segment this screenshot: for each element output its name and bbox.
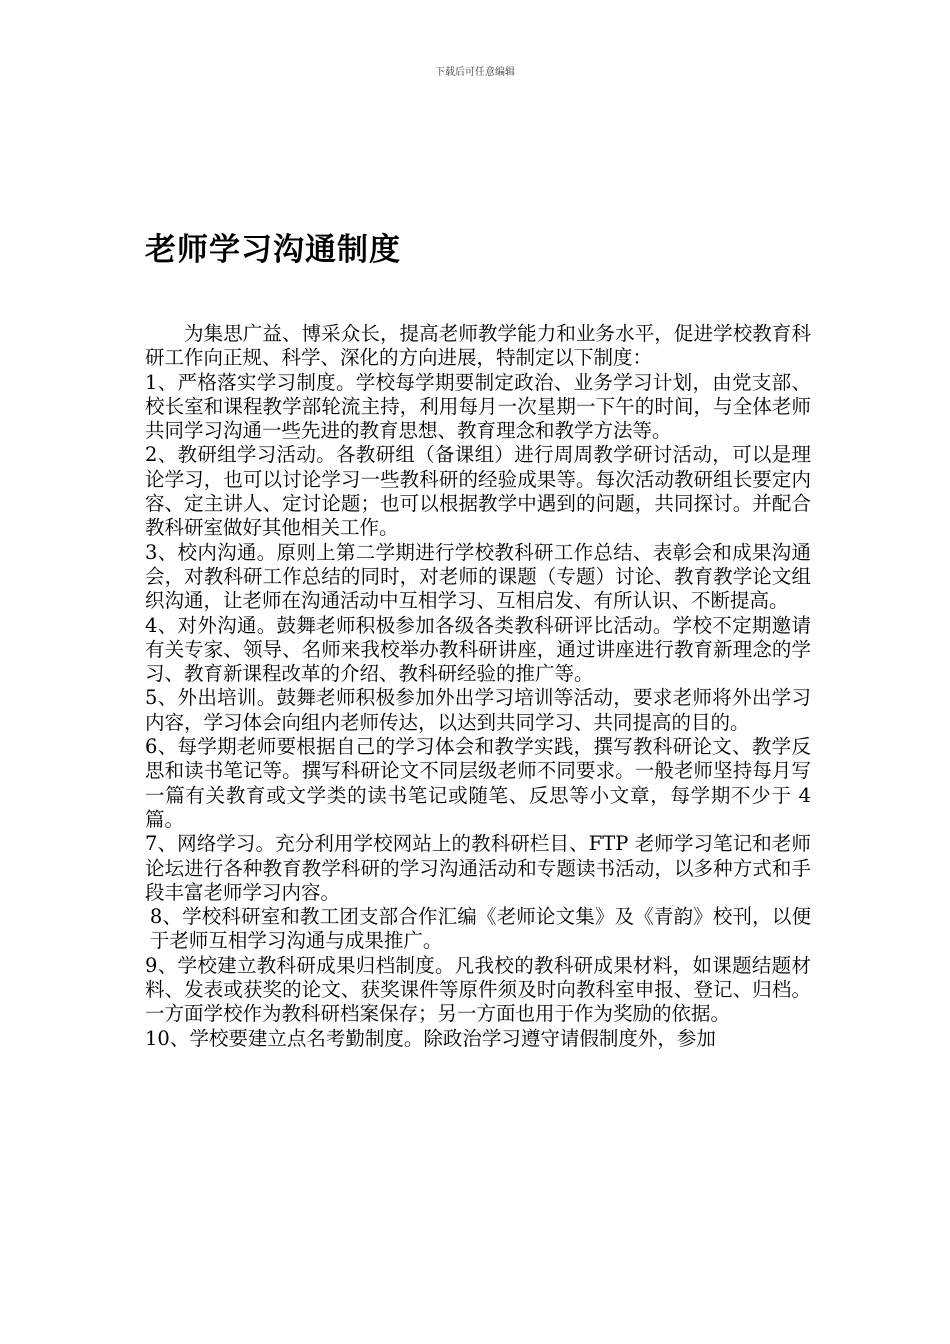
document-title: 老师学习沟通制度 — [145, 232, 401, 268]
intro-paragraph: 为集思广益、博采众长，提高老师教学能力和业务水平，促进学校教育科研工作向正规、科学、深化的方向进展，特制定以下制度： — [145, 322, 811, 370]
item-10-paragraph: 10、学校要建立点名考勤制度。除政治学习遵守请假制度外，参加 — [145, 1026, 716, 1050]
item-9-paragraph: 9、学校建立教科研成果归档制度。凡我校的教科研成果材料，如课题结题材料、发表或获奖的论文、获奖课件等原件须及时向教科室申报、登记、归档。一方面学校作为教科研档案保存；另一方面也用于作为奖励的依据。 — [145, 953, 811, 1026]
item-1-paragraph: 1、严格落实学习制度。学校每学期要制定政治、业务学习计划，由党支部、校长室和课程教学部轮流主持，利用每月一次星期一下午的时间，与全体老师共同学习沟通一些先进的教育思想、教育理念和教学方法等。 — [145, 370, 811, 443]
item-4-paragraph: 4、对外沟通。鼓舞老师积极参加各级各类教科研评比活动。学校不定期邀请有关专家、领导、名师来我校举办教科研讲座，通过讲座进行教育新理念的学习、教育新课程改革的介绍、教科研经验的推广等。 — [145, 613, 811, 686]
item-2-paragraph: 2、教研组学习活动。各教研组（备课组）进行周周教学研讨活动，可以是理论学习，也可以讨论学习一些教科研的经验成果等。每次活动教研组长要定内容、定主讲人、定讨论题；也可以根据教学中遇到的问题，共同探讨。并配合教科研室做好其他相关工作。 — [145, 443, 811, 540]
page-header-note: 下载后可任意编辑 — [435, 67, 515, 78]
document-body — [145, 322, 811, 1051]
item-7-paragraph: 7、网络学习。充分利用学校网站上的教科研栏目、FTP 老师学习笔记和老师论坛进行各种教育教学科研的学习沟通活动和专题读书活动，以多种方式和手段丰富老师学习内容。 — [145, 832, 811, 904]
item-6-paragraph: 6、每学期老师要根据自己的学习体会和教学实践，撰写教科研论文、教学反思和读书笔记等。撰写科研论文不同层级老师不同要求。一般老师坚持每月写一篇有关教育或文学类的读书笔记或随笔、反思等小文章，每学期不少于 4 篇。 — [145, 735, 811, 831]
item-3-paragraph: 3、校内沟通。原则上第二学期进行学校教科研工作总结、表彰会和成果沟通会，对教科研工作总结的同时，对老师的课题（专题）讨论、教育教学论文组织沟通，让老师在沟通活动中互相学习、互相启发、有所认识、不断提高。 — [145, 540, 811, 613]
item-5-paragraph: 5、外出培训。鼓舞老师积极参加外出学习培训等活动，要求老师将外出学习内容，学习体会向组内老师传达，以达到共同学习、共同提高的目的。 — [145, 686, 811, 734]
item-8-paragraph: 8、学校科研室和教工团支部合作汇编《老师论文集》及《青韵》校刊，以便于老师互相学习沟通与成果推广。 — [149, 905, 811, 953]
